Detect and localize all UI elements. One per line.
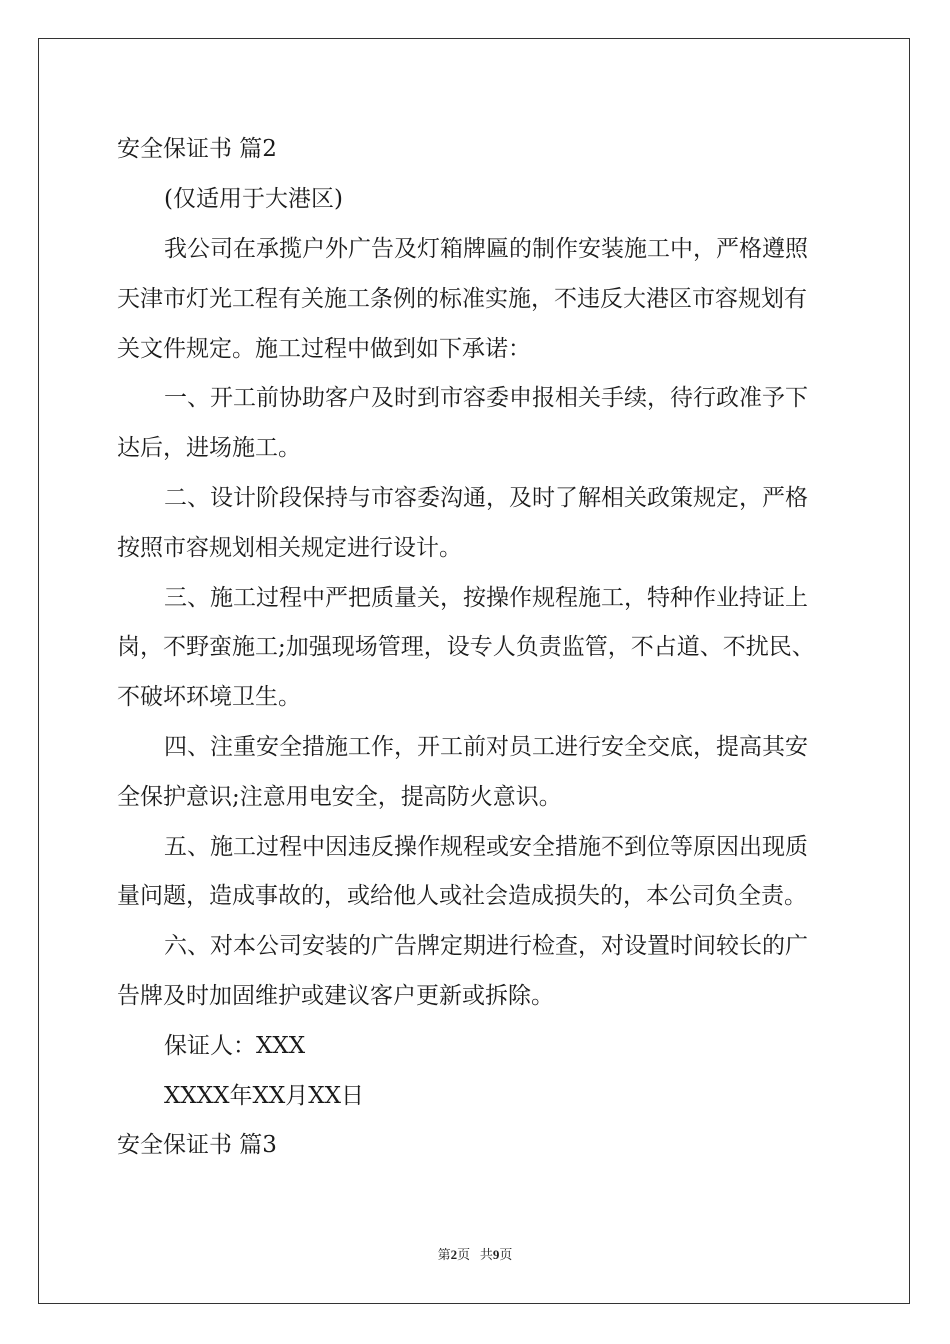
page-prefix: 第	[437, 1247, 451, 1262]
item-3-line-2: 岗，不野蛮施工;加强现场管理，设专人负责监管，不占道、不扰民、	[117, 634, 815, 660]
intro-line-2: 天津市灯光工程有关施工条例的标准实施，不违反大港区市容规划有	[117, 286, 807, 312]
page-total: 9	[492, 1247, 500, 1262]
item-6-line-2: 告牌及时加固维护或建议客户更新或拆除。	[117, 983, 554, 1009]
item-3-line-3: 不破坏环境卫生。	[117, 684, 301, 710]
item-2-line-2: 按照市容规划相关规定进行设计。	[117, 535, 462, 561]
page-current: 2	[450, 1247, 458, 1262]
item-1-line-2: 达后，进场施工。	[117, 435, 301, 461]
item-1-line-1: 一、开工前协助客户及时到市容委申报相关手续，待行政准予下	[164, 385, 808, 411]
item-5-line-2: 量问题，造成事故的，或给他人或社会造成损失的，本公司负全责。	[117, 883, 807, 909]
page-suffix: 页	[457, 1247, 471, 1262]
section-heading-2: 安全保证书 篇2	[117, 136, 277, 162]
page-number-footer	[0, 1244, 950, 1263]
item-5-line-1: 五、施工过程中因违反操作规程或安全措施不到位等原因出现质	[164, 834, 808, 860]
section-heading-3: 安全保证书 篇3	[117, 1132, 277, 1158]
total-prefix: 共	[479, 1247, 493, 1262]
item-6-line-1: 六、对本公司安装的广告牌定期进行检查，对设置时间较长的广	[164, 933, 808, 959]
scope-note: (仅适用于大港区)	[164, 186, 343, 212]
intro-line-3: 关文件规定。施工过程中做到如下承诺：	[117, 336, 531, 362]
intro-line-1: 我公司在承揽户外广告及灯箱牌匾的制作安装施工中，严格遵照	[164, 236, 808, 262]
item-4-line-2: 全保护意识;注意用电安全，提高防火意识。	[117, 784, 562, 810]
item-4-line-1: 四、注重安全措施工作，开工前对员工进行安全交底，提高其安	[164, 734, 808, 760]
page-border	[38, 38, 910, 1304]
date-line: XXXX年XX月XX日	[164, 1083, 364, 1109]
item-3-line-1: 三、施工过程中严把质量关，按操作规程施工，特种作业持证上	[164, 585, 808, 611]
total-suffix: 页	[499, 1247, 513, 1262]
item-2-line-1: 二、设计阶段保持与市容委沟通，及时了解相关政策规定，严格	[164, 485, 808, 511]
guarantor-line: 保证人：XXX	[164, 1033, 306, 1059]
